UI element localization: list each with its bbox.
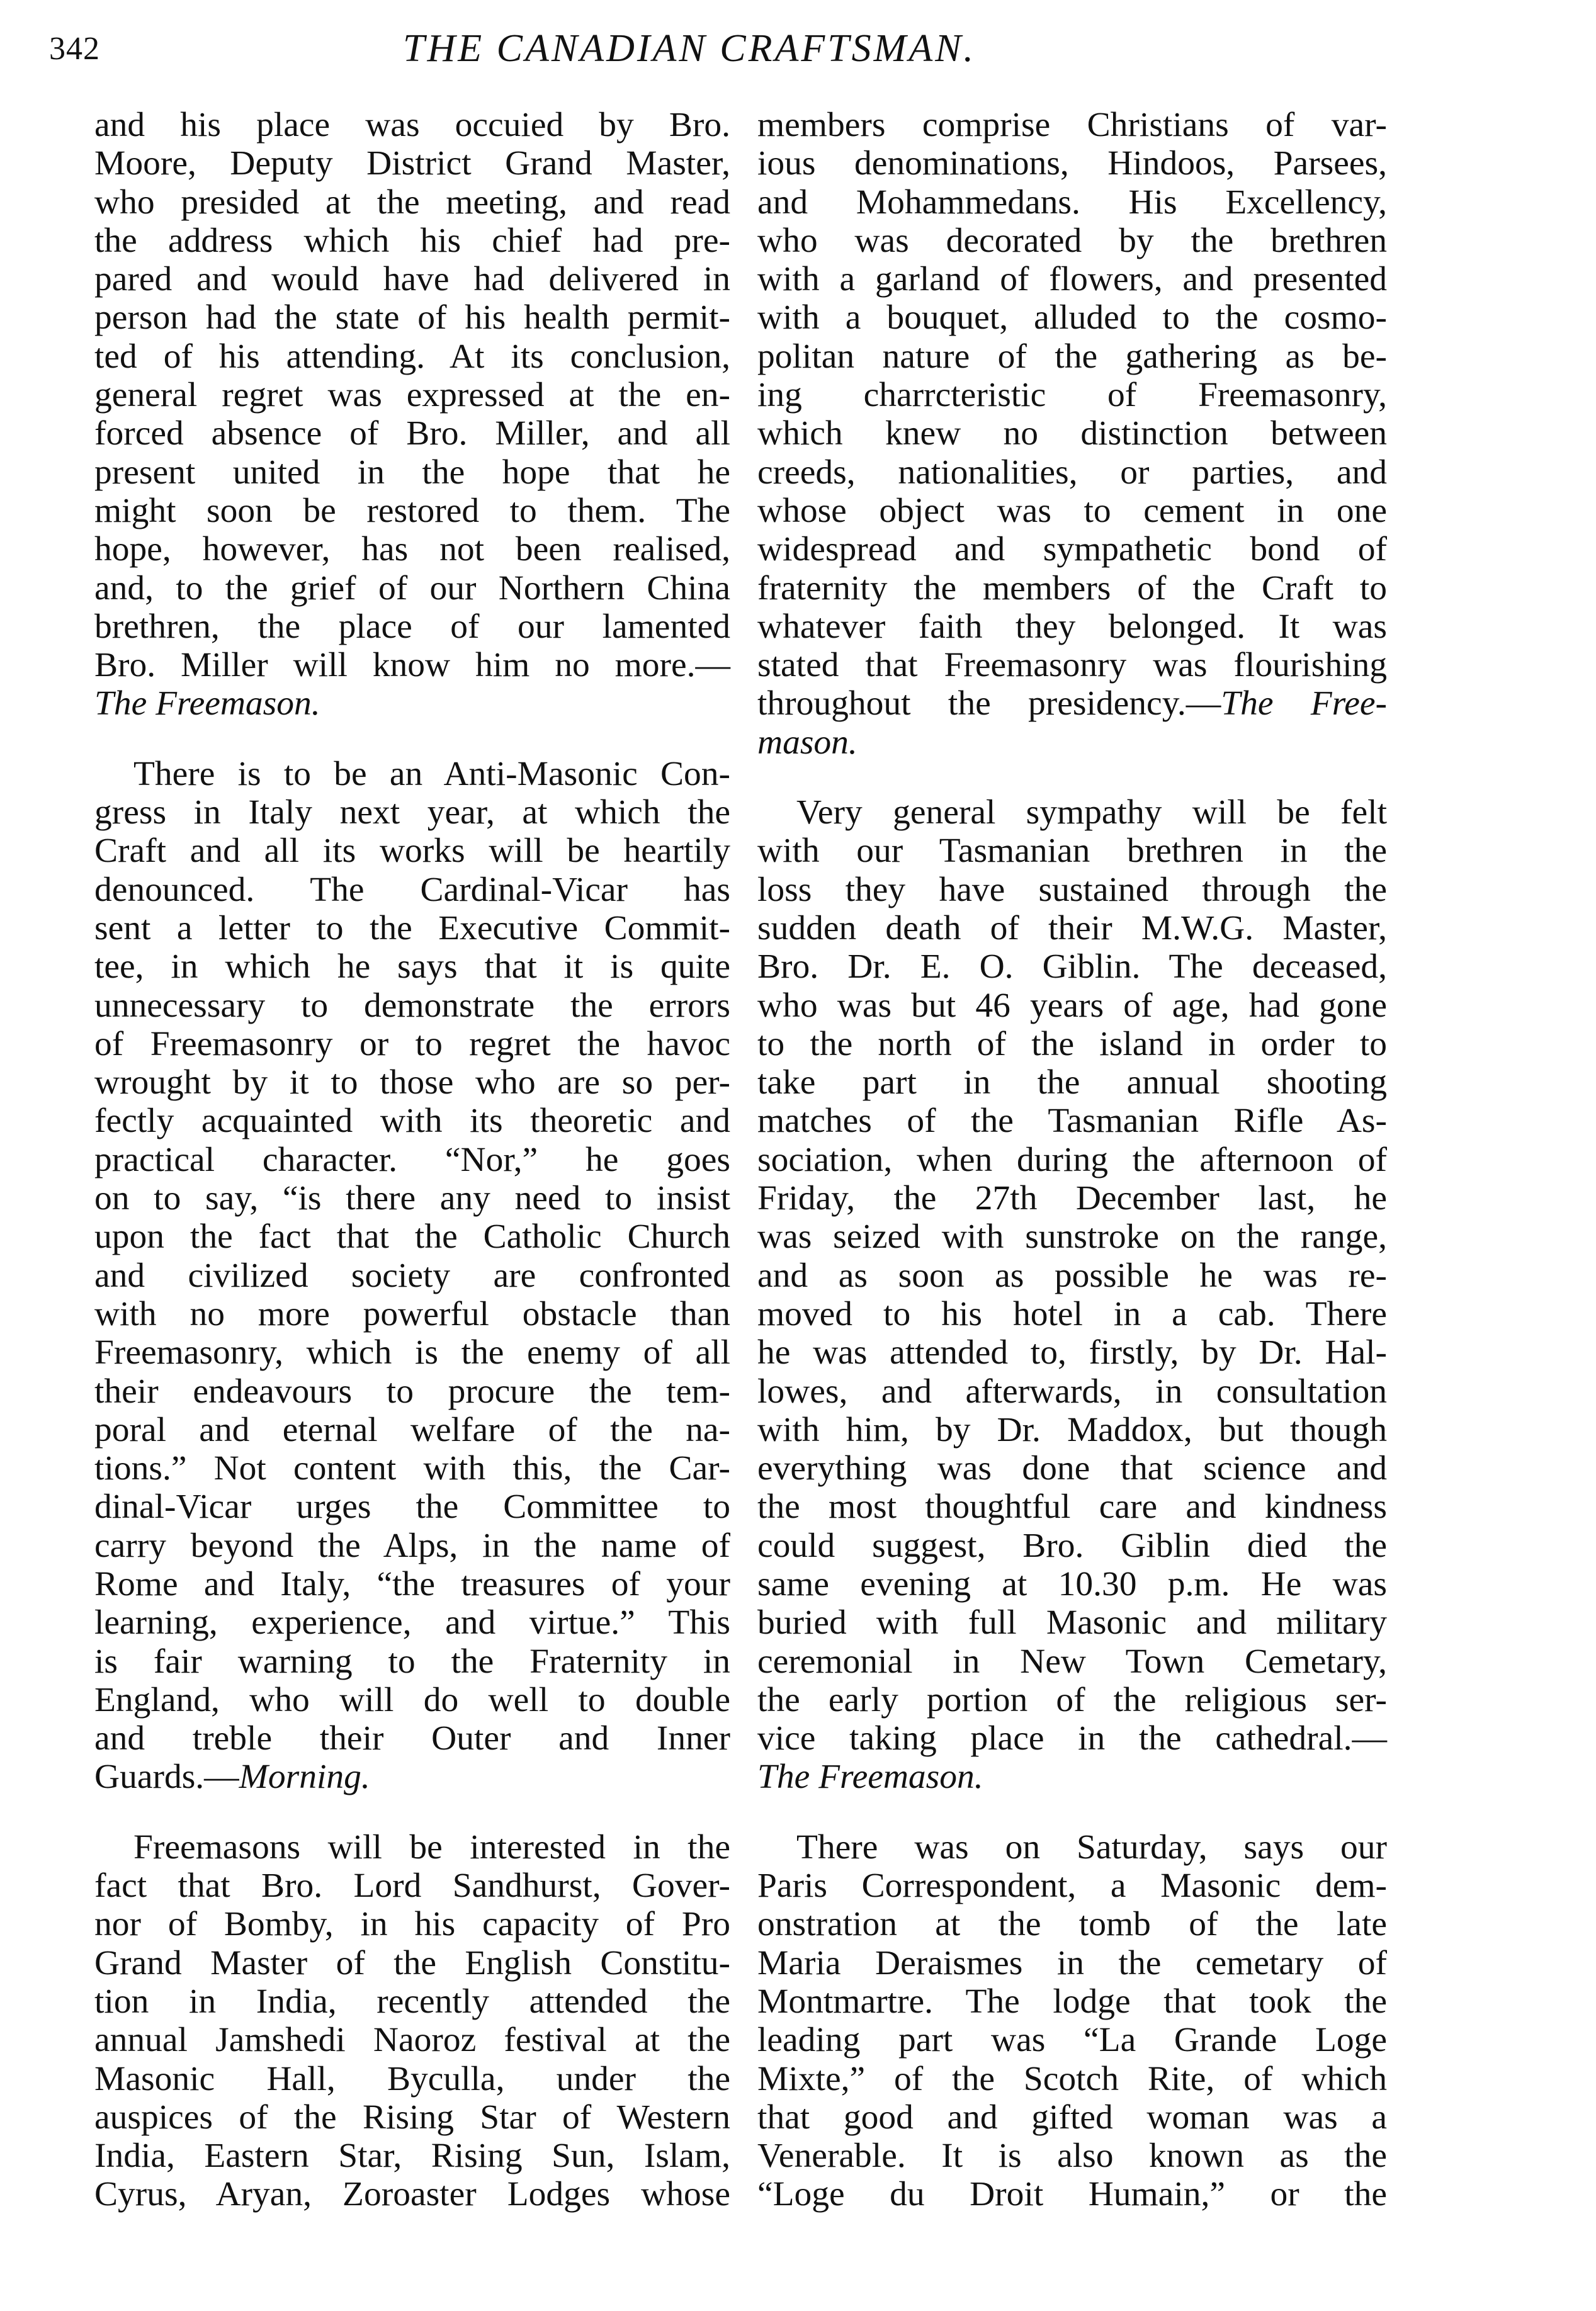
- text-line: Freemasons will be interested in the: [133, 1828, 730, 1867]
- source-name: The Free-: [1221, 684, 1387, 723]
- text-line: widespread and sympathetic bond of: [757, 530, 1387, 569]
- text-line: pared and would have had delivered in: [94, 260, 730, 299]
- text-line: matches of the Tasmanian Rifle As-: [757, 1102, 1387, 1141]
- text-line: vice taking place in the cathedral.—: [757, 1719, 1387, 1758]
- text-line: which knew no distinction between: [757, 414, 1387, 453]
- text-line: he was attended to, firstly, by Dr. Hal-: [757, 1333, 1387, 1372]
- article-paragraph: [94, 106, 730, 684]
- text-line: was seized with sunstroke on the range,: [757, 1218, 1387, 1257]
- text-line: stated that Freemasonry was flourishing: [757, 646, 1387, 685]
- text-line: that good and gifted woman was a: [757, 2098, 1387, 2137]
- text-line: lowes, and afterwards, in consultation: [757, 1372, 1387, 1411]
- article-paragraph: [757, 1828, 1387, 2214]
- page-number: 342: [49, 31, 100, 67]
- source-name: Morning.: [239, 1758, 370, 1797]
- text-line: the early portion of the religious ser-: [757, 1680, 1387, 1719]
- text-line: Paris Correspondent, a Masonic dem-: [757, 1867, 1387, 1906]
- text-line: Cyrus, Aryan, Zoroaster Lodges whose: [94, 2175, 730, 2214]
- text-line: and civilized society are confronted: [94, 1256, 730, 1295]
- source-attribution-cont: [757, 723, 1387, 762]
- text-line: sociation, when during the afternoon of: [757, 1140, 1387, 1179]
- text-line: with a garland of flowers, and presented: [757, 260, 1387, 299]
- right-column: [757, 106, 1387, 2214]
- text-line: poral and eternal welfare of the na-: [94, 1410, 730, 1449]
- text-line: members comprise Christians of var-: [757, 106, 1387, 144]
- text-line: wrought by it to those who are so per-: [94, 1063, 730, 1102]
- text-line: annual Jamshedi Naoroz festival at the: [94, 2021, 730, 2060]
- text-line: ing charrcteristic of Freemasonry,: [757, 376, 1387, 415]
- text-line: Bro. Dr. E. O. Giblin. The deceased,: [757, 947, 1387, 986]
- last-line-text: throughout the presidency.—: [757, 684, 1221, 723]
- text-line: whatever faith they belonged. It was: [757, 607, 1387, 646]
- text-line: Venerable. It is also known as the: [757, 2137, 1387, 2176]
- text-line: There was on Saturday, says our: [796, 1828, 1387, 1867]
- text-line: loss they have sustained through the: [757, 870, 1387, 909]
- text-line: forced absence of Bro. Miller, and all: [94, 414, 730, 453]
- text-line: buried with full Masonic and military: [757, 1603, 1387, 1642]
- text-line: fraternity the members of the Craft to: [757, 568, 1387, 607]
- article-paragraph: [757, 106, 1387, 684]
- text-line: India, Eastern Star, Rising Sun, Islam,: [94, 2137, 730, 2176]
- text-line: whose object was to cement in one: [757, 491, 1387, 530]
- text-line: Rome and Italy, “the treasures of your: [94, 1564, 730, 1603]
- text-line: Moore, Deputy District Grand Master,: [94, 144, 730, 183]
- text-line: tee, in which he says that it is quite: [94, 947, 730, 986]
- source-name: The Freemason.: [757, 1758, 983, 1797]
- text-line: denounced. The Cardinal-Vicar has: [94, 870, 730, 909]
- text-line: leading part was “La Grande Loge: [757, 2021, 1387, 2060]
- text-line: unnecessary to demonstrate the errors: [94, 986, 730, 1025]
- text-line: dinal-Vicar urges the Committee to: [94, 1488, 730, 1527]
- text-line: person had the state of his health permit-: [94, 298, 730, 337]
- text-line: same evening at 10.30 p.m. He was: [757, 1564, 1387, 1603]
- last-line-text: Guards.—: [94, 1758, 239, 1797]
- text-line: fact that Bro. Lord Sandhurst, Gover-: [94, 1867, 730, 1906]
- source-name: The Freemason.: [94, 684, 320, 723]
- text-line: present united in the hope that he: [94, 453, 730, 492]
- text-line: is fair warning to the Fraternity in: [94, 1642, 730, 1681]
- source-attribution: [94, 1758, 730, 1796]
- text-line: learning, experience, and virtue.” This: [94, 1603, 730, 1642]
- text-line: might soon be restored to them. The: [94, 491, 730, 530]
- text-line: tion in India, recently attended the: [94, 1982, 730, 2021]
- text-line: brethren, the place of our lamented: [94, 607, 730, 646]
- text-line: Mixte,” of the Scotch Rite, of which: [757, 2059, 1387, 2098]
- text-line: Grand Master of the English Constitu-: [94, 1943, 730, 1982]
- text-line: hope, however, has not been realised,: [94, 530, 730, 569]
- text-line: Montmartre. The lodge that took the: [757, 1982, 1387, 2021]
- text-line: auspices of the Rising Star of Western: [94, 2098, 730, 2137]
- text-line: England, who will do well to double: [94, 1680, 730, 1719]
- text-line: with our Tasmanian brethren in the: [757, 832, 1387, 871]
- text-line: carry beyond the Alps, in the name of: [94, 1526, 730, 1565]
- text-line: “Loge du Droit Humain,” or the: [757, 2175, 1387, 2214]
- source-attribution: [757, 684, 1387, 723]
- text-line: Maria Deraismes in the cemetary of: [757, 1943, 1387, 1982]
- text-line: Friday, the 27th December last, he: [757, 1179, 1387, 1218]
- text-line: with him, by Dr. Maddox, but though: [757, 1410, 1387, 1449]
- text-line: with no more powerful obstacle than: [94, 1294, 730, 1333]
- text-line: politan nature of the gathering as be-: [757, 337, 1387, 376]
- text-line: fectly acquainted with its theoretic and: [94, 1102, 730, 1141]
- text-line: the most thoughtful care and kindness: [757, 1488, 1387, 1527]
- text-line: who was but 46 years of age, had gone: [757, 986, 1387, 1025]
- text-line: general regret was expressed at the en-: [94, 376, 730, 415]
- text-line: Freemasonry, which is the enemy of all: [94, 1333, 730, 1372]
- article-paragraph: [94, 1828, 730, 2214]
- text-line: ceremonial in New Town Cemetary,: [757, 1642, 1387, 1681]
- text-line: who presided at the meeting, and read: [94, 183, 730, 222]
- source-attribution: [94, 684, 730, 723]
- text-line: nor of Bomby, in his capacity of Pro: [94, 1905, 730, 1944]
- text-line: and Mohammedans. His Excellency,: [757, 183, 1387, 222]
- text-line: could suggest, Bro. Giblin died the: [757, 1526, 1387, 1565]
- text-line: ious denominations, Hindoos, Parsees,: [757, 144, 1387, 183]
- text-line: of Freemasonry or to regret the havoc: [94, 1024, 730, 1063]
- text-line: practical character. “Nor,” he goes: [94, 1140, 730, 1179]
- text-line: sudden death of their M.W.G. Master,: [757, 908, 1387, 947]
- text-line: on to say, “is there any need to insist: [94, 1179, 730, 1218]
- text-line: tions.” Not content with this, the Car-: [94, 1449, 730, 1488]
- article-paragraph: [757, 793, 1387, 1758]
- article-paragraph: [94, 755, 730, 1758]
- text-line: upon the fact that the Catholic Church: [94, 1218, 730, 1257]
- text-line: gress in Italy next year, at which the: [94, 793, 730, 832]
- text-line: Craft and all its works will be heartily: [94, 832, 730, 871]
- text-line: Very general sympathy will be felt: [796, 793, 1387, 832]
- text-line: and as soon as possible he was re-: [757, 1256, 1387, 1295]
- text-line: Bro. Miller will know him no more.—: [94, 646, 730, 685]
- text-line: with a bouquet, alluded to the cosmo-: [757, 298, 1387, 337]
- text-line: sent a letter to the Executive Commit-: [94, 908, 730, 947]
- text-line: the address which his chief had pre-: [94, 221, 730, 260]
- text-line: and, to the grief of our Northern China: [94, 568, 730, 607]
- text-line: take part in the annual shooting: [757, 1063, 1387, 1102]
- text-line: their endeavours to procure the tem-: [94, 1372, 730, 1411]
- text-line: to the north of the island in order to: [757, 1024, 1387, 1063]
- text-line: Masonic Hall, Byculla, under the: [94, 2059, 730, 2098]
- text-line: ted of his attending. At its conclusion,: [94, 337, 730, 376]
- running-title: THE CANADIAN CRAFTSMAN.: [403, 27, 976, 70]
- text-line: moved to his hotel in a cab. There: [757, 1294, 1387, 1333]
- text-line: everything was done that science and: [757, 1449, 1387, 1488]
- text-line: who was decorated by the brethren: [757, 221, 1387, 260]
- text-line: and his place was occuied by Bro.: [94, 106, 730, 144]
- text-line: creeds, nationalities, or parties, and: [757, 453, 1387, 492]
- text-line: There is to be an Anti-Masonic Con-: [133, 754, 730, 793]
- source-name: mason.: [757, 723, 857, 762]
- text-line: and treble their Outer and Inner: [94, 1719, 730, 1758]
- source-attribution: [757, 1758, 1387, 1796]
- text-line: onstration at the tomb of the late: [757, 1905, 1387, 1944]
- left-column: [94, 106, 730, 2214]
